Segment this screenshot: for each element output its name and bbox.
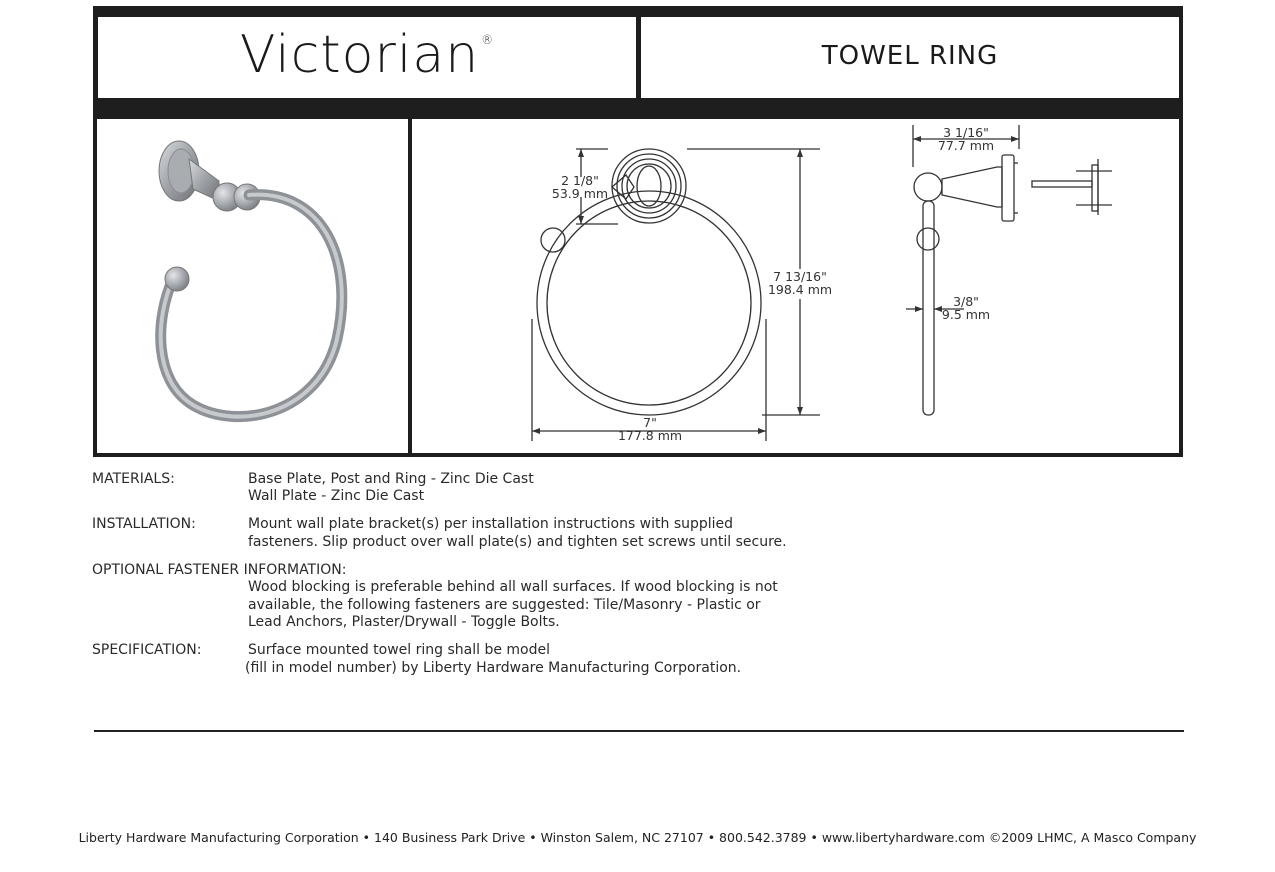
overall-height-mm: 198.4 mm bbox=[767, 282, 833, 297]
spec-value-specification-2: (fill in model number) by Liberty Hardware Manufacturing Corporation. bbox=[245, 660, 742, 676]
spec-value-installation-1: Mount wall plate bracket(s) per installation instructions with supplied bbox=[248, 516, 734, 532]
width-in: 7" bbox=[643, 415, 657, 430]
spec-value-fasteners-1: Wood blocking is preferable behind all wall surfaces. If wood blocking is not bbox=[248, 579, 778, 595]
plate-height-mm: 53.9 mm bbox=[551, 186, 609, 201]
spec-label-fasteners: OPTIONAL FASTENER INFORMATION: bbox=[92, 562, 347, 578]
ring-thickness-in: 3/8" bbox=[953, 294, 979, 309]
product-photo bbox=[97, 119, 408, 453]
projection-mm: 77.7 mm bbox=[937, 138, 995, 153]
spec-label-specification: SPECIFICATION: bbox=[92, 642, 202, 658]
spec-value-fasteners-2: available, the following fasteners are suggested: Tile/Masonry - Plastic or bbox=[248, 597, 761, 613]
spec-value-specification-1: Surface mounted towel ring shall be model bbox=[248, 642, 551, 658]
projection-in: 3 1/16" bbox=[943, 125, 989, 140]
towel-ring-photo-icon bbox=[97, 119, 408, 453]
plate-height-in: 2 1/8" bbox=[561, 173, 599, 188]
spec-value-materials-2: Wall Plate - Zinc Die Cast bbox=[248, 488, 425, 504]
spec-value-installation-2: fasteners. Slip product over wall plate(s) and tighten set screws until secure. bbox=[248, 534, 787, 550]
spec-label-installation: INSTALLATION: bbox=[92, 516, 196, 532]
ring-thickness-mm: 9.5 mm bbox=[941, 307, 991, 322]
width-mm: 177.8 mm bbox=[617, 428, 683, 443]
technical-drawing bbox=[412, 119, 1179, 453]
spec-value-materials-1: Base Plate, Post and Ring - Zinc Die Cast bbox=[248, 471, 534, 487]
dimension-drawing-icon bbox=[412, 119, 1179, 453]
brand-cell bbox=[98, 17, 636, 98]
overall-height-in: 7 13/16" bbox=[773, 269, 827, 284]
spec-label-materials: MATERIALS: bbox=[92, 471, 175, 487]
footer-divider bbox=[94, 730, 1184, 732]
brand-logo: Victorian ® bbox=[239, 25, 495, 85]
product-title: TOWEL RING bbox=[821, 41, 999, 71]
footer-text: Liberty Hardware Manufacturing Corporation • 140 Business Park Drive • Winston Salem, NC 27107 • 800.542.3789 • www.libertyhardware.com ©2009 LHMC, A Masco Company bbox=[78, 830, 1197, 845]
spec-value-fasteners-3: Lead Anchors, Plaster/Drywall - Toggle Bolts. bbox=[248, 614, 560, 630]
product-title-cell bbox=[641, 17, 1179, 98]
